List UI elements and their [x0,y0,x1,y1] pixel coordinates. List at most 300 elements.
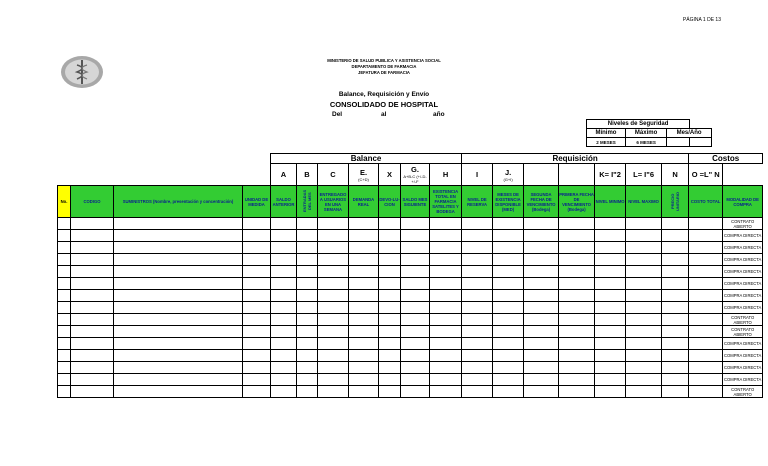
table-row [58,386,763,398]
table-cell [379,290,401,302]
table-cell [430,266,462,278]
table-cell [349,230,379,242]
table-cell [297,326,318,338]
table-cell [297,350,318,362]
table-cell [559,278,595,290]
table-cell [297,290,318,302]
table-cell [662,386,689,398]
doc-title: Balance, Requisición y Envío [338,91,430,98]
table-cell [462,362,493,374]
table-cell [493,338,524,350]
table-cell [462,302,493,314]
table-cell [58,290,71,302]
table-cell [243,350,271,362]
table-cell [559,338,595,350]
table-cell [318,254,349,266]
min-value: 2 MESES [587,138,626,147]
table-cell [58,350,71,362]
table-cell [493,374,524,386]
table-cell [379,374,401,386]
table-cell [662,314,689,326]
table-cell [595,326,626,338]
table-cell [71,374,114,386]
column-header-14 [559,186,595,218]
table-cell [559,230,595,242]
table-cell [462,338,493,350]
security-levels-table [586,119,712,147]
table-cell [349,374,379,386]
table-cell [297,254,318,266]
table-cell [401,362,430,374]
table-cell [493,254,524,266]
table-cell [58,242,71,254]
consolidation-table [57,153,763,398]
table-cell [462,290,493,302]
table-cell [595,338,626,350]
table-cell [271,278,297,290]
formula-letter-2 [318,164,349,186]
office-name: JEFATURA DE FARMACIA [358,70,410,75]
table-cell [114,374,243,386]
table-cell [379,278,401,290]
formula-letter-13 [662,164,689,186]
formula-letter-main: C [330,170,336,179]
table-cell [318,218,349,230]
table-cell [595,242,626,254]
formula-letter-main: I [476,170,479,179]
table-cell [401,290,430,302]
table-cell [626,302,662,314]
table-cell [559,362,595,374]
table-cell [626,218,662,230]
column-header-1 [71,186,114,218]
table-cell [58,362,71,374]
table-cell [524,290,559,302]
table-cell [318,242,349,254]
table-cell [297,278,318,290]
table-cell [318,326,349,338]
column-header-label: UNIDAD DE MEDIDA [244,196,269,207]
table-cell [626,266,662,278]
formula-letter-5 [401,164,430,186]
table-cell [349,362,379,374]
column-header-label: SALDO ANTERIOR [272,196,295,207]
table-cell [493,314,524,326]
table-cell [430,230,462,242]
column-header-5 [297,186,318,218]
table-cell [662,290,689,302]
purchase-mode-cell: COMPRA DIRECTA [723,242,763,254]
table-cell [662,218,689,230]
table-cell [318,350,349,362]
purchase-mode-cell: COMPRA DIRECTA [723,278,763,290]
purchase-mode-cell: COMPRA DIRECTA [723,266,763,278]
formula-letter-main: H [442,170,449,179]
table-cell [379,266,401,278]
table-cell [626,314,662,326]
table-cell [349,326,379,338]
period-year: año [433,111,445,118]
formula-letter-main: E. [359,167,368,177]
table-cell [349,254,379,266]
table-cell [626,362,662,374]
table-cell [595,302,626,314]
table-cell [662,350,689,362]
table-cell [243,374,271,386]
table-cell [271,218,297,230]
column-header-7 [349,186,379,218]
formula-letter-sub: A+B-C (+/-D-+/-F [403,174,427,184]
table-cell [379,218,401,230]
table-cell [493,278,524,290]
group-balance: Balance [271,154,462,164]
table-cell [379,326,401,338]
table-cell [318,266,349,278]
table-cell [271,266,297,278]
formula-letter-main: A [280,170,287,179]
table-cell [243,218,271,230]
purchase-mode-cell: COMPRA DIRECTA [723,338,763,350]
table-cell [71,326,114,338]
column-header-label: NIVEL DE RESERVA [467,196,487,207]
table-cell [462,266,493,278]
column-header-label: PRECIO UNITARIO [670,191,681,211]
table-cell [524,218,559,230]
table-cell [401,254,430,266]
table-cell [243,302,271,314]
purchase-mode-cell: COMPRA DIRECTA [723,254,763,266]
purchase-mode-cell: COMPRA DIRECTA [723,374,763,386]
table-cell [349,290,379,302]
table-cell [71,254,114,266]
table-cell [559,326,595,338]
table-cell [114,302,243,314]
table-row [58,218,763,230]
table-cell [662,278,689,290]
table-cell [662,302,689,314]
column-header-18 [689,186,723,218]
formula-letter-10 [559,164,595,186]
table-cell [626,338,662,350]
table-cell [493,350,524,362]
table-cell [114,254,243,266]
table-cell [662,230,689,242]
formula-letter-6 [430,164,462,186]
table-cell [271,338,297,350]
table-cell [114,290,243,302]
table-cell [524,266,559,278]
table-cell [71,230,114,242]
table-cell [297,362,318,374]
table-cell [401,218,430,230]
formula-letter-main: X [386,170,392,179]
table-cell [662,242,689,254]
table-cell [493,266,524,278]
column-header-label: SUMINISTROS (Nombre, presentación y concentración) [122,199,234,204]
table-cell [493,386,524,398]
table-cell [114,230,243,242]
column-header-label: ENTREGADO A USUARIOS EN UNA SEMANA [319,191,347,212]
min-label: Mínimo [587,129,626,138]
max-value: 6 MESES [625,138,666,147]
table-row [58,302,763,314]
table-cell [626,350,662,362]
table-cell [271,314,297,326]
purchase-mode-cell: COMPRA DIRECTA [723,350,763,362]
table-cell [462,374,493,386]
table-row [58,242,763,254]
table-cell [379,362,401,374]
table-cell [58,338,71,350]
table-cell [462,326,493,338]
table-cell [71,338,114,350]
table-cell [493,302,524,314]
column-header-13 [524,186,559,218]
table-cell [271,350,297,362]
purchase-mode-cell: CONTRATO ABIERTO [723,218,763,230]
table-cell [271,374,297,386]
table-cell [58,254,71,266]
table-cell [71,362,114,374]
table-cell [559,386,595,398]
column-header-label: EXISTENCIA TOTAL EN FARMACIA SATELITES Y BODEGA [432,189,459,214]
table-cell [243,278,271,290]
formula-letter-1 [297,164,318,186]
table-cell [493,362,524,374]
table-cell [559,218,595,230]
formula-letter-sub: (C+D) [358,176,369,182]
table-cell [430,386,462,398]
table-cell [493,230,524,242]
table-cell [271,386,297,398]
table-cell [401,374,430,386]
formula-letter-main: O =L" N [691,170,720,179]
table-cell [349,314,379,326]
table-cell [297,302,318,314]
table-cell [689,326,723,338]
table-cell [689,266,723,278]
table-cell [271,230,297,242]
table-cell [271,254,297,266]
security-title: Niveles de Seguridad [587,120,690,129]
table-cell [430,254,462,266]
table-row [58,326,763,338]
table-cell [430,278,462,290]
table-cell [462,230,493,242]
table-cell [595,230,626,242]
table-row [58,338,763,350]
purchase-mode-cell: COMPRA DIRECTA [723,362,763,374]
table-cell [58,266,71,278]
table-cell [462,254,493,266]
table-cell [401,350,430,362]
column-header-11 [462,186,493,218]
table-cell [58,326,71,338]
table-cell [243,242,271,254]
purchase-mode-cell: CONTRATO ABIERTO [723,386,763,398]
table-cell [595,386,626,398]
table-cell [524,230,559,242]
table-cell [114,266,243,278]
table-cell [524,374,559,386]
table-cell [318,278,349,290]
table-cell [559,266,595,278]
formula-letter-main: K= I"2 [599,170,621,179]
period-del: Del [332,111,343,118]
table-cell [662,374,689,386]
table-cell [349,218,379,230]
column-header-12 [493,186,524,218]
table-cell [462,218,493,230]
formula-letter-0 [271,164,297,186]
formula-letter-9 [524,164,559,186]
table-cell [689,278,723,290]
table-cell [662,326,689,338]
purchase-mode-cell: CONTRATO ABIERTO [723,326,763,338]
table-cell [559,290,595,302]
table-cell [524,326,559,338]
table-cell [349,386,379,398]
table-cell [401,326,430,338]
table-cell [379,230,401,242]
table-cell [559,314,595,326]
table-cell [243,362,271,374]
table-cell [71,350,114,362]
table-cell [318,374,349,386]
table-cell [271,290,297,302]
table-cell [430,350,462,362]
formula-letter-main: G. [411,165,419,174]
table-cell [318,230,349,242]
table-cell [493,218,524,230]
month-year-label: Mes/Año [667,129,712,138]
column-header-label: CODIGO [83,199,101,204]
table-cell [71,266,114,278]
table-cell [243,290,271,302]
table-cell [58,386,71,398]
table-cell [71,242,114,254]
table-cell [297,218,318,230]
table-cell [349,242,379,254]
table-cell [689,230,723,242]
table-cell [524,362,559,374]
table-cell [662,338,689,350]
table-cell [430,242,462,254]
table-cell [271,326,297,338]
table-cell [58,230,71,242]
table-row [58,278,763,290]
period-al: al [381,111,387,118]
column-header-16 [626,186,662,218]
table-cell [524,254,559,266]
doc-subtitle: CONSOLIDADO DE HOSPITAL [329,100,439,109]
table-cell [595,362,626,374]
column-header-label: MESES DE EXISTENCIA DISPONIBLE (MED) [495,191,521,212]
table-cell [349,350,379,362]
table-cell [689,338,723,350]
table-cell [114,350,243,362]
table-cell [401,278,430,290]
formula-letter-8 [493,164,524,186]
table-cell [349,266,379,278]
table-cell [58,314,71,326]
table-row [58,230,763,242]
table-cell [401,314,430,326]
table-cell [379,386,401,398]
table-cell [595,314,626,326]
column-header-15 [595,186,626,218]
table-cell [114,242,243,254]
column-header-3 [243,186,271,218]
column-header-4 [271,186,297,218]
table-cell [71,278,114,290]
table-cell [493,326,524,338]
table-cell [58,218,71,230]
table-row [58,254,763,266]
table-cell [524,278,559,290]
table-row [58,350,763,362]
table-cell [626,242,662,254]
table-cell [379,242,401,254]
table-cell [689,374,723,386]
table-cell [243,266,271,278]
table-cell [462,314,493,326]
column-header-label: SALDO MES SIGUIENTE [402,196,428,207]
table-cell [58,302,71,314]
column-header-label: MODALIDAD DE COMPRA [726,196,759,207]
table-cell [401,338,430,350]
table-cell [595,374,626,386]
table-cell [401,266,430,278]
column-header-label: COSTO TOTAL [690,199,721,204]
table-cell [689,350,723,362]
table-cell [430,326,462,338]
formula-letter-sub: (G+I) [503,176,513,182]
table-cell [595,278,626,290]
table-cell [626,254,662,266]
purchase-mode-cell: CONTRATO ABIERTO [723,314,763,326]
table-cell [430,338,462,350]
table-cell [71,302,114,314]
table-cell [318,302,349,314]
column-header-label: NIVEL MINIMO [595,199,625,204]
table-cell [493,242,524,254]
table-cell [559,374,595,386]
table-cell [462,242,493,254]
column-header-9 [401,186,430,218]
table-cell [114,362,243,374]
table-cell [662,266,689,278]
table-cell [114,326,243,338]
formula-letter-11 [595,164,626,186]
table-cell [318,386,349,398]
table-cell [318,362,349,374]
table-cell [595,254,626,266]
table-cell [559,242,595,254]
group-requisicion: Requisición [462,154,689,164]
table-cell [430,290,462,302]
column-header-19 [723,186,763,218]
table-cell [114,338,243,350]
table-cell [297,314,318,326]
table-cell [297,230,318,242]
table-cell [524,350,559,362]
formula-letter-4 [379,164,401,186]
table-cell [401,386,430,398]
table-cell [524,386,559,398]
table-cell [114,218,243,230]
table-cell [349,278,379,290]
